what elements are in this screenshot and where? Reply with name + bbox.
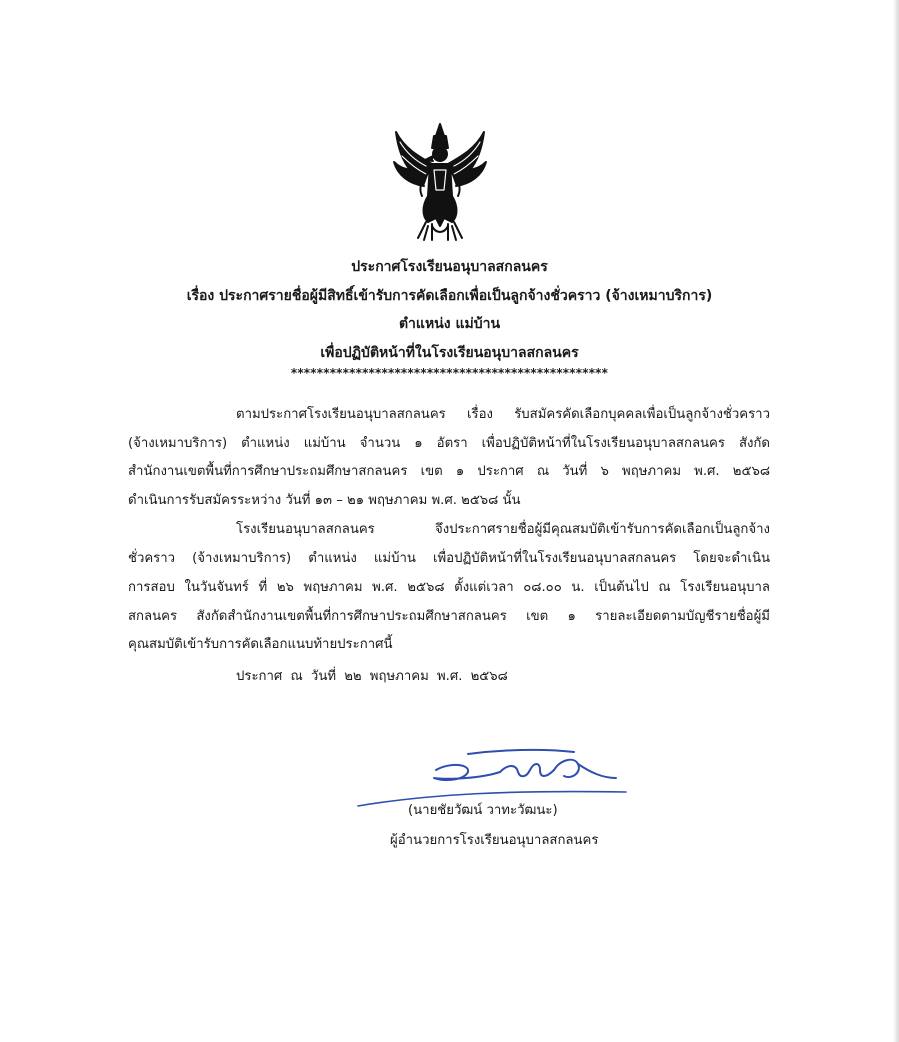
page-edge <box>893 0 899 1042</box>
title-divider: ************************************************* <box>290 366 609 380</box>
garuda-emblem-icon <box>392 122 488 244</box>
announcement-purpose: เพื่อปฏิบัติหน้าที่ในโรงเรียนอนุบาลสกลนคร <box>320 345 579 361</box>
signer-title: ผู้อำนวยการโรงเรียนอนุบาลสกลนคร <box>390 833 599 848</box>
paragraph-line: (จ้างเหมาบริการ) ตำแหน่ง แม่บ้าน จำนวน ๑ อัตรา เพื่อปฏิบัติหน้าที่ในโรงเรียนอนุบาลสกลนคร สังกัด <box>128 436 770 451</box>
paragraph-line: คุณสมบัติเข้ารับการคัดเลือกแนบท้ายประกาศนี้ <box>128 637 393 652</box>
announcement-date: ประกาศ ณ วันที่ ๒๒ พฤษภาคม พ.ศ. ๒๕๖๘ <box>236 669 508 684</box>
paragraph-line: ชั่วคราว (จ้างเหมาบริการ) ตำแหน่ง แม่บ้าน เพื่อปฏิบัติหน้าที่ในโรงเรียนอนุบาลสกลนคร โดยจะดำเนิน <box>128 551 770 566</box>
paragraph-line: สกลนคร สังกัดสำนักงานเขตพื้นที่การศึกษาประถมศึกษาสกลนคร เขต ๑ รายละเอียดตามบัญชีรายชื่อผู้มี <box>128 609 770 624</box>
paragraph-line: สำนักงานเขตพื้นที่การศึกษาประถมศึกษาสกลนคร เขต ๑ ประกาศ ณ วันที่ ๖ พฤษภาคม พ.ศ. ๒๕๖๘ <box>128 464 770 479</box>
signer-name: (นายชัยวัฒน์ วาทะวัฒนะ) <box>408 803 558 818</box>
paragraph-line: โรงเรียนอนุบาลสกลนคร จึงประกาศรายชื่อผู้มีคุณสมบัติเข้ารับการคัดเลือกเป็นลูกจ้าง <box>236 522 770 537</box>
announcement-subject: เรื่อง ประกาศรายชื่อผู้มีสิทธิ์เข้ารับการคัดเลือกเพื่อเป็นลูกจ้างชั่วคราว (จ้างเหมาบริการ) <box>186 288 713 304</box>
announcement-title: ประกาศโรงเรียนอนุบาลสกลนคร <box>351 259 548 275</box>
announcement-position: ตำแหน่ง แม่บ้าน <box>398 316 501 332</box>
paragraph-line: ตามประกาศโรงเรียนอนุบาลสกลนคร เรื่อง รับสมัครคัดเลือกบุคคลเพื่อเป็นลูกจ้างชั่วคราว <box>236 407 770 422</box>
paragraph-line: ดำเนินการรับสมัครระหว่าง วันที่ ๑๓ – ๒๑ พฤษภาคม พ.ศ. ๒๕๖๘ นั้น <box>128 493 521 508</box>
paragraph-line: การสอบ ในวันจันทร์ ที่ ๒๖ พฤษภาคม พ.ศ. ๒๕๖๘ ตั้งแต่เวลา ๐๘.๐๐ น. เป็นต้นไป ณ โรงเรียนอนุบาล <box>128 580 770 595</box>
